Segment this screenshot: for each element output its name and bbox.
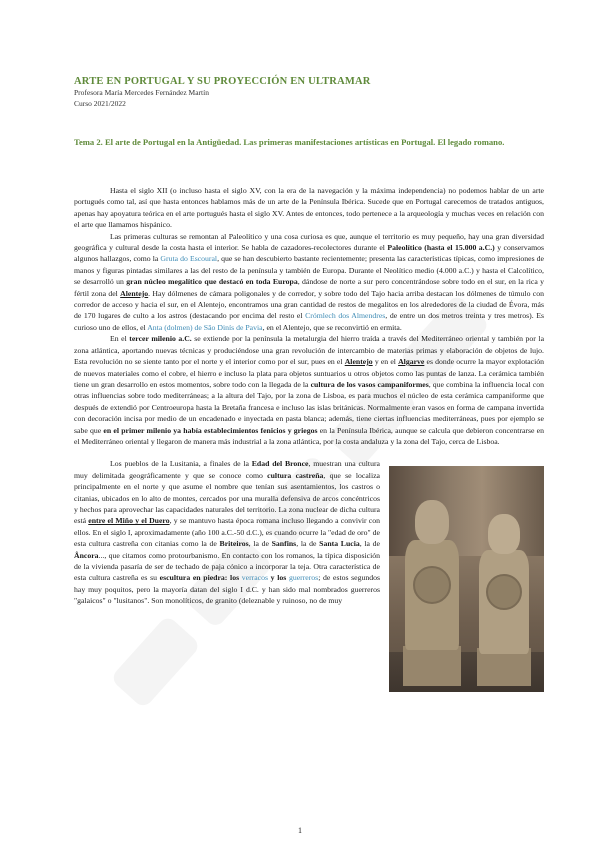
text-run: , la de (248, 539, 272, 549)
text-run: Las primeras culturas se remontan al Paleolítico y una cosa curiosa es que, aunque el territorio es muy pequeño, hay una gran diversidad geográfica y cultural desde la costa hasta el interior. Se habla de cazadores-recolectores durante el (74, 231, 544, 253)
document-header (74, 76, 371, 109)
text-run: es donde ocurre la mayor explotación de nuevos materiales como el cobre, el hierro e incluso la plata para objetos suntuarios u otros objetos como las puntas de lanza. La cerámica también tiene un gran desarrollo en estos momentos, sobre todo con la llegada de la (74, 357, 545, 389)
bold-text: Edad del Bronce (251, 459, 309, 469)
text-run: ..., que citamos como protourbanismo. En contacto con los romanos, la típica disposición de la vivienda pasaría de ser de techado de paja cónico a incorporar la teja. Otra característica de esta cultura castreña es su (74, 550, 380, 583)
professor-name: Profesora María Mercedes Fernández Martín (74, 88, 209, 97)
reference-link[interactable]: Anta (dolmen) de São Dinís de Pavia (147, 322, 263, 332)
text-run: , la de (359, 539, 380, 549)
bold-text: Âncora (74, 550, 99, 560)
body-paragraph (74, 458, 544, 606)
body-paragraph (74, 231, 544, 334)
text-run: , la de (296, 539, 320, 549)
text-run: , muestran una cultura muy delimitada geográficamente y que se conoce como (74, 459, 380, 480)
topic-heading: Tema 2. El arte de Portugal en la Antigüedad. Las primeras manifestaciones artísticas en Portugal. El legado romano. (74, 137, 505, 147)
text-run: Hasta el siglo XII (o incluso hasta el siglo XV, con la era de la navegación y la máxima independencia) no podemos hablar de un arte portugués como tal, así que hasta entonces hablamos más de un arte de la Península Ibérica. Sucede que en Portugal carecemos de tratados antiguos, apenas hay apoyatura teórica en el arte portugués hasta el siglo XV. Antes de entonces, todo pertenece a la arqueología y muchas veces en relación con el arte que llamamos hispánico. (74, 186, 544, 230)
course-year: Curso 2021/2022 (74, 98, 126, 108)
document-body (74, 185, 544, 694)
text-run: , dándose de norte a sur pero concentrándose sobre todo en el sur, en la rica y fértil zona del (74, 277, 544, 298)
bold-text: Briteiros (219, 539, 249, 549)
text-run: ; de estos segundos hay muy poquitos, pero la mayoría datan del siglo I d.C. y han sido mal nombrados guerreros "galaicos" o "lusitanos". Son monolíticos, de granito (deleznable y ruinoso, no de muy (74, 573, 381, 606)
underlined-place-name: Algarve (398, 357, 425, 367)
bold-text: cultura de los vasos campaniformes (310, 379, 429, 389)
text-run: en la Península Ibérica, aunque se calcula que debieron concentrarse en el Mediterráneo oriental y llegaron de manera más industrial a la zona atlántica, por la costa andaluza y la zona del Tajo, cerca de Lisboa. (74, 425, 544, 446)
bold-text: y los (268, 573, 289, 583)
text-run: , que se localiza principalmente en el norte y que asume el nombre que tenían sus asentamientos, los castros o citanias, ubicados en lo alto de montes, cercados por una muralla defensiva de arcos concéntricos y hechos para aprovechar las capacidades naturales del territorio. La zona nuclear de dicha cultura está (74, 470, 380, 526)
text-run: . Hay dólmenes de cámara poligonales y de corredor, y sobre todo del Tajo hacia arriba destacan los dólmenes de túmulo con corredor de acceso y hacia el sur, en el Alentejo, encontramos una gran cantidad de restos de megalitos en los alrededores de la ciudad de Évora, más de 170 lugares de culto a los astros (destacando por encima del resto el (74, 288, 544, 321)
reference-link[interactable]: Crómlech dos Almendres (305, 311, 386, 321)
underlined-place-name: Alentejo (344, 357, 373, 367)
bold-text: Sanfins (271, 539, 297, 549)
text-run: , en el Alentejo, que se reconvirtió en ermita. (262, 322, 402, 332)
text-run: se extiende por la península la metalurgia del hierro traída a través del Mediterráneo oriental y también por la zona atlántica, aportando nuevas técnicas y produciéndose una gran revolución de intercambio de materias primas y elaboración de objetos de lujo. Esta revolución no se siente tanto por el norte y el interior como por el sur, pues en el (74, 334, 545, 367)
bold-text: gran núcleo megalítico que destacó en toda Europa (126, 277, 298, 287)
underlined-place-name: entre el Miño y el Duero (88, 516, 170, 526)
underlined-place-name: Alentejo (120, 288, 149, 298)
text-run: y conservamos algunos hallazgos, como la (74, 243, 544, 264)
reference-link[interactable]: guerreros (288, 573, 319, 583)
body-paragraph (74, 333, 544, 447)
text-run: , que combina la influencia local con otras influencias sobre todo mediterráneas; a la altura del Tajo, por la zona de Lisboa, es para muchos el núcleo de esta cerámica campaniforme que después de extendió por Centroeuropa hasta la Bretaña francesa e incluso las islas británicas. Normalmente eran vasos en forma de campana invertida con decoración incisa por medio de un encadenado e inyectada en pasta blanca; además, tiene ciertas influencias mediterráneas, pues por ejemplo se sabe que (74, 379, 544, 435)
bold-text: tercer milenio a.C. (129, 334, 192, 344)
page-number: 1 (298, 826, 302, 835)
text-run: Los pueblos de la Lusitania, a finales de la (110, 459, 252, 469)
bold-text: Paleolítico (hasta el 15.000 a.C.) (387, 243, 495, 253)
text-run: , de entre un dos metros treinta y tres metros). Es curioso uno de ellos, el (74, 311, 544, 332)
body-paragraph (74, 185, 544, 231)
text-run: , y se mantuvo hasta época romana incluso llegando a convivir con ellos. En el siglo I, aproximadamente (año 100 a.C.-50 d.C.), es cuando ocurre la "edad de oro" de esta cultura castreña con citanias como la de (74, 516, 380, 549)
bold-text: escultura en piedra: los (159, 573, 242, 583)
bold-text: cultura castreña (267, 470, 324, 480)
reference-link[interactable]: verracos (241, 573, 269, 583)
course-title: ARTE EN PORTUGAL Y SU PROYECCIÓN EN ULTRAMAR (74, 76, 371, 87)
text-run: y en el (372, 357, 399, 367)
text-run: , que se han descubierto bastante recientemente; presenta las características típicas, como impresiones de manos y figuras pintadas similares a las del resto de la península y también de Europa. Durante el Neolítico medio (4.000 a.C.) y hasta el Calcolítico, se desarrolló un (74, 254, 544, 287)
bold-text: en el primer milenio ya había establecimientos fenicios y griegos (103, 425, 318, 435)
castro-warrior-statues-photo (389, 466, 544, 692)
bold-text: Santa Lucia (319, 539, 360, 549)
reference-link[interactable]: Gruta do Escoural (160, 254, 218, 264)
text-run: En el (110, 334, 130, 344)
